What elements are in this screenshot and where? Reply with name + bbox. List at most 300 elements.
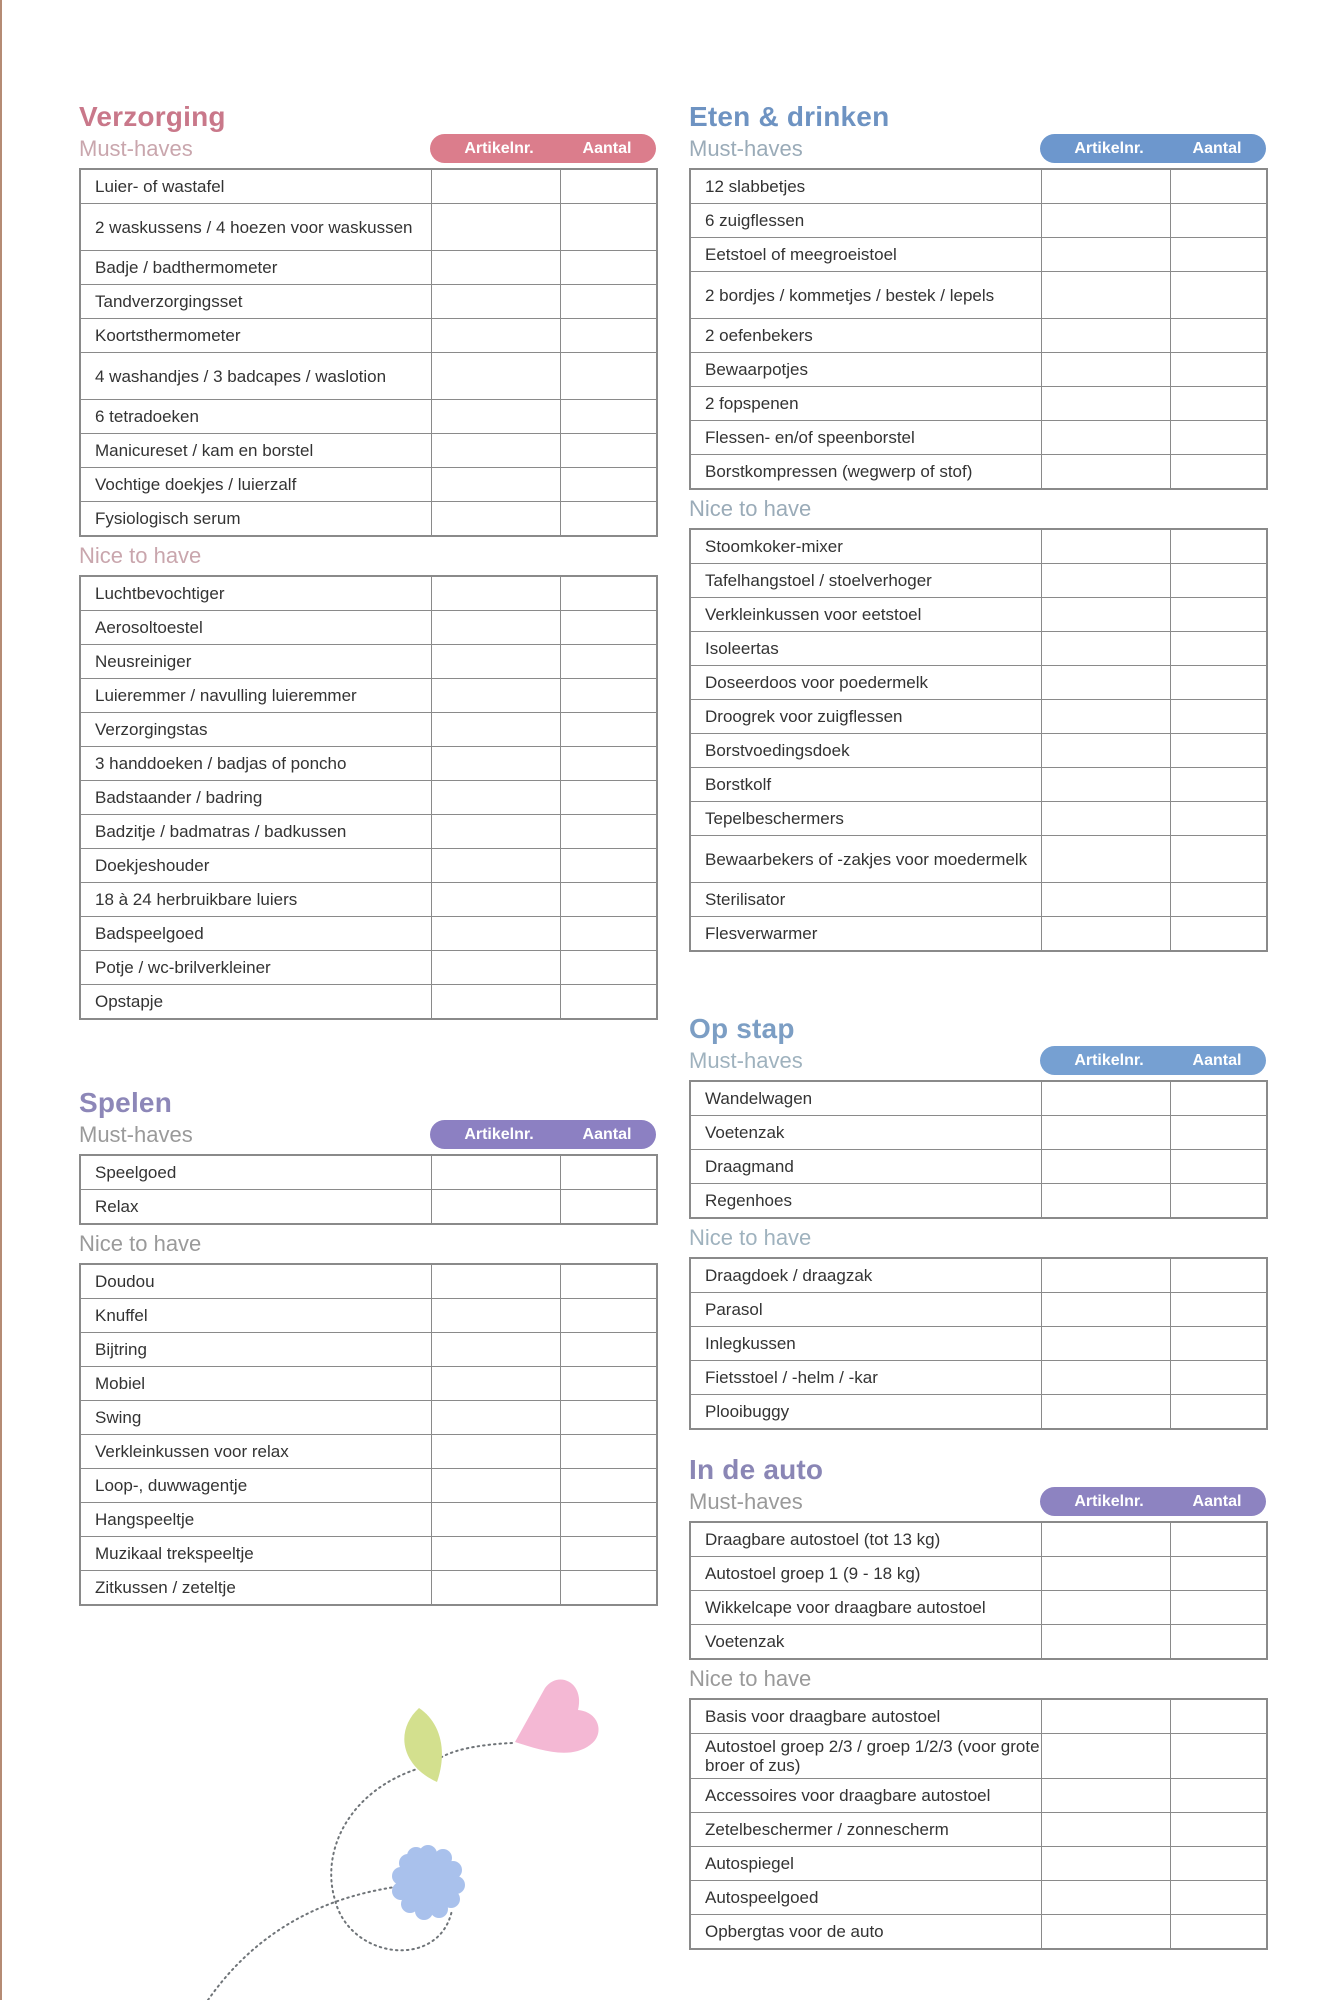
checklist-row bbox=[80, 400, 657, 434]
amount-cell[interactable] bbox=[1170, 1813, 1267, 1847]
checklist-row bbox=[690, 1591, 1267, 1625]
item-name: Voetenzak bbox=[690, 1625, 1041, 1660]
article-number-cell[interactable] bbox=[1041, 353, 1170, 387]
item-name: Doekjeshouder bbox=[80, 849, 431, 883]
article-number-cell[interactable] bbox=[1041, 1522, 1170, 1557]
article-number-cell[interactable] bbox=[1041, 1150, 1170, 1184]
item-name: Neusreiniger bbox=[80, 645, 431, 679]
item-name: 12 slabbetjes bbox=[690, 169, 1041, 204]
item-name: Voetenzak bbox=[690, 1116, 1041, 1150]
amount-cell[interactable] bbox=[1170, 1522, 1267, 1557]
checklist-row bbox=[80, 1571, 657, 1606]
article-number-cell[interactable] bbox=[431, 1333, 560, 1367]
article-number-cell[interactable] bbox=[431, 353, 560, 400]
checklist-row bbox=[80, 1537, 657, 1571]
checklist-row bbox=[690, 700, 1267, 734]
article-number-cell[interactable] bbox=[1041, 1734, 1170, 1779]
checklist-row bbox=[690, 836, 1267, 883]
article-number-cell[interactable] bbox=[431, 747, 560, 781]
checklist-row bbox=[690, 632, 1267, 666]
amount-cell[interactable] bbox=[1170, 802, 1267, 836]
article-number-cell[interactable] bbox=[431, 645, 560, 679]
checklist-row bbox=[80, 1333, 657, 1367]
item-name: Badspeelgoed bbox=[80, 917, 431, 951]
item-name: Luieremmer / navulling luieremmer bbox=[80, 679, 431, 713]
must-haves-table bbox=[689, 1080, 1268, 1219]
nice-to-have-table bbox=[79, 1263, 658, 1606]
amount-cell[interactable] bbox=[560, 1299, 657, 1333]
amount-cell[interactable] bbox=[1170, 1779, 1267, 1813]
column-header-pill bbox=[1040, 1487, 1266, 1516]
checklist-row bbox=[690, 666, 1267, 700]
section-title: Spelen bbox=[79, 1087, 173, 1118]
section-verzorging bbox=[79, 100, 656, 1020]
article-number-cell[interactable] bbox=[1041, 319, 1170, 353]
article-number-cell[interactable] bbox=[431, 1571, 560, 1606]
article-number-cell[interactable] bbox=[1041, 632, 1170, 666]
article-number-cell[interactable] bbox=[431, 319, 560, 353]
article-number-cell[interactable] bbox=[1041, 1881, 1170, 1915]
amount-cell[interactable] bbox=[560, 1190, 657, 1225]
article-number-cell[interactable] bbox=[1041, 169, 1170, 204]
must-haves-header bbox=[689, 1487, 1266, 1517]
amount-cell[interactable] bbox=[560, 883, 657, 917]
item-name: Vochtige doekjes / luierzalf bbox=[80, 468, 431, 502]
checklist-row bbox=[80, 319, 657, 353]
nice-to-have-table bbox=[79, 575, 658, 1020]
article-number-cell[interactable] bbox=[431, 1435, 560, 1469]
amount-cell[interactable] bbox=[560, 1401, 657, 1435]
item-name: Autospeelgoed bbox=[690, 1881, 1041, 1915]
article-number-cell[interactable] bbox=[431, 400, 560, 434]
amount-cell[interactable] bbox=[560, 353, 657, 400]
item-name: Autospiegel bbox=[690, 1847, 1041, 1881]
checklist-row bbox=[690, 529, 1267, 564]
amount-cell[interactable] bbox=[560, 917, 657, 951]
checklist-row bbox=[690, 169, 1267, 204]
amount-cell[interactable] bbox=[1170, 1293, 1267, 1327]
article-number-header: Artikelnr. bbox=[1074, 139, 1144, 157]
item-name: Potje / wc-brilverkleiner bbox=[80, 951, 431, 985]
article-number-cell[interactable] bbox=[1041, 421, 1170, 455]
checklist-row bbox=[80, 1469, 657, 1503]
amount-cell[interactable] bbox=[1170, 1258, 1267, 1293]
article-number-cell[interactable] bbox=[1041, 1625, 1170, 1660]
item-name: Borstkolf bbox=[690, 768, 1041, 802]
item-name: Speelgoed bbox=[80, 1155, 431, 1190]
article-number-cell[interactable] bbox=[431, 611, 560, 645]
amount-cell[interactable] bbox=[1170, 883, 1267, 917]
nice-to-have-table bbox=[689, 1257, 1268, 1430]
checklist-row bbox=[690, 272, 1267, 319]
article-number-cell[interactable] bbox=[1041, 802, 1170, 836]
amount-cell[interactable] bbox=[1170, 836, 1267, 883]
amount-cell[interactable] bbox=[1170, 917, 1267, 952]
amount-cell[interactable] bbox=[1170, 598, 1267, 632]
checklist-row bbox=[690, 1881, 1267, 1915]
amount-cell[interactable] bbox=[1170, 1361, 1267, 1395]
item-name: 4 washandjes / 3 badcapes / waslotion bbox=[80, 353, 431, 400]
checklist-row bbox=[690, 387, 1267, 421]
item-name: Opbergtas voor de auto bbox=[690, 1915, 1041, 1950]
section-op-stap bbox=[689, 1012, 1266, 1430]
checklist-row bbox=[80, 747, 657, 781]
amount-cell[interactable] bbox=[560, 781, 657, 815]
checklist-row bbox=[80, 679, 657, 713]
amount-cell[interactable] bbox=[560, 251, 657, 285]
article-number-cell[interactable] bbox=[1041, 564, 1170, 598]
article-number-cell[interactable] bbox=[431, 1367, 560, 1401]
must-haves-header bbox=[79, 1120, 656, 1150]
checklist-row bbox=[80, 713, 657, 747]
checklist-row bbox=[690, 1293, 1267, 1327]
item-name: Muzikaal trekspeeltje bbox=[80, 1537, 431, 1571]
article-number-cell[interactable] bbox=[431, 468, 560, 502]
item-name: Mobiel bbox=[80, 1367, 431, 1401]
section-title: Op stap bbox=[689, 1013, 795, 1044]
item-name: Stoomkoker-mixer bbox=[690, 529, 1041, 564]
checklist-row bbox=[690, 1327, 1267, 1361]
item-name: Eetstoel of meegroeistoel bbox=[690, 238, 1041, 272]
amount-cell[interactable] bbox=[560, 1503, 657, 1537]
must-haves-label: Must-haves bbox=[79, 1122, 193, 1147]
checklist-row bbox=[690, 1915, 1267, 1950]
checklist-row bbox=[80, 204, 657, 251]
item-name: Draagdoek / draagzak bbox=[690, 1258, 1041, 1293]
heart-icon bbox=[515, 1679, 599, 1752]
amount-cell[interactable] bbox=[560, 815, 657, 849]
amount-cell[interactable] bbox=[560, 679, 657, 713]
checklist-row bbox=[690, 1395, 1267, 1430]
item-name: Isoleertas bbox=[690, 632, 1041, 666]
checklist-row bbox=[80, 251, 657, 285]
checklist-row bbox=[80, 985, 657, 1020]
article-number-cell[interactable] bbox=[1041, 917, 1170, 952]
checklist-row bbox=[690, 1361, 1267, 1395]
item-name: Tepelbeschermers bbox=[690, 802, 1041, 836]
amount-cell[interactable] bbox=[560, 1469, 657, 1503]
amount-cell[interactable] bbox=[1170, 421, 1267, 455]
amount-cell[interactable] bbox=[1170, 1327, 1267, 1361]
amount-cell[interactable] bbox=[560, 204, 657, 251]
article-number-cell[interactable] bbox=[1041, 1361, 1170, 1395]
amount-cell[interactable] bbox=[560, 611, 657, 645]
item-name: Zetelbeschermer / zonnescherm bbox=[690, 1813, 1041, 1847]
amount-cell[interactable] bbox=[1170, 455, 1267, 490]
article-number-cell[interactable] bbox=[431, 169, 560, 204]
item-name: Autostoel groep 2/3 / groep 1/2/3 (voor grote broer of zus) bbox=[690, 1734, 1041, 1779]
amount-cell[interactable] bbox=[1170, 632, 1267, 666]
article-number-header: Artikelnr. bbox=[464, 1125, 534, 1143]
amount-cell[interactable] bbox=[560, 747, 657, 781]
checklist-row bbox=[80, 502, 657, 537]
item-name: Borstkompressen (wegwerp of stof) bbox=[690, 455, 1041, 490]
nice-to-have-label: Nice to have bbox=[689, 1225, 812, 1250]
article-number-cell[interactable] bbox=[1041, 734, 1170, 768]
item-name: Draagmand bbox=[690, 1150, 1041, 1184]
checklist-row bbox=[80, 849, 657, 883]
item-name: 2 bordjes / kommetjes / bestek / lepels bbox=[690, 272, 1041, 319]
checklist-row bbox=[80, 1503, 657, 1537]
must-haves-table bbox=[689, 1521, 1268, 1660]
amount-cell[interactable] bbox=[1170, 1625, 1267, 1660]
article-number-header: Artikelnr. bbox=[464, 139, 534, 157]
checklist-row bbox=[690, 1522, 1267, 1557]
must-haves-header bbox=[689, 1046, 1266, 1076]
amount-cell[interactable] bbox=[560, 849, 657, 883]
item-name: Hangspeeltje bbox=[80, 1503, 431, 1537]
article-number-cell[interactable] bbox=[431, 985, 560, 1020]
column-header-pill bbox=[430, 1120, 656, 1149]
amount-cell[interactable] bbox=[1170, 204, 1267, 238]
amount-cell[interactable] bbox=[1170, 1734, 1267, 1779]
article-number-cell[interactable] bbox=[1041, 1184, 1170, 1219]
nice-to-have-label: Nice to have bbox=[689, 1666, 812, 1691]
amount-cell[interactable] bbox=[1170, 529, 1267, 564]
article-number-cell[interactable] bbox=[431, 1299, 560, 1333]
item-name: Accessoires voor draagbare autostoel bbox=[690, 1779, 1041, 1813]
checklist-row bbox=[690, 455, 1267, 490]
amount-cell[interactable] bbox=[560, 285, 657, 319]
amount-cell[interactable] bbox=[560, 400, 657, 434]
article-number-cell[interactable] bbox=[1041, 598, 1170, 632]
checklist-row bbox=[80, 1299, 657, 1333]
article-number-cell[interactable] bbox=[1041, 1081, 1170, 1116]
amount-cell[interactable] bbox=[1170, 1081, 1267, 1116]
amount-cell[interactable] bbox=[560, 1435, 657, 1469]
amount-cell[interactable] bbox=[1170, 666, 1267, 700]
amount-header: Aantal bbox=[582, 139, 632, 157]
checklist-row bbox=[690, 319, 1267, 353]
amount-cell[interactable] bbox=[560, 1155, 657, 1190]
amount-cell[interactable] bbox=[1170, 1557, 1267, 1591]
must-haves-table bbox=[689, 168, 1268, 490]
item-name: Opstapje bbox=[80, 985, 431, 1020]
article-number-cell[interactable] bbox=[431, 883, 560, 917]
item-name: Droogrek voor zuigflessen bbox=[690, 700, 1041, 734]
checklist-row bbox=[690, 421, 1267, 455]
checklist-row bbox=[690, 1734, 1267, 1779]
article-number-cell[interactable] bbox=[1041, 1847, 1170, 1881]
article-number-header: Artikelnr. bbox=[1074, 1051, 1144, 1069]
checklist-row bbox=[690, 204, 1267, 238]
checklist-row bbox=[690, 353, 1267, 387]
section-in-de-auto bbox=[689, 1453, 1266, 1950]
checklist-row bbox=[80, 576, 657, 611]
amount-cell[interactable] bbox=[560, 576, 657, 611]
amount-cell[interactable] bbox=[1170, 1699, 1267, 1734]
article-number-cell[interactable] bbox=[431, 1503, 560, 1537]
checklist-row bbox=[80, 781, 657, 815]
checklist-row bbox=[690, 564, 1267, 598]
amount-cell[interactable] bbox=[1170, 1847, 1267, 1881]
amount-cell[interactable] bbox=[560, 1537, 657, 1571]
amount-cell[interactable] bbox=[560, 985, 657, 1020]
amount-cell[interactable] bbox=[1170, 319, 1267, 353]
nice-to-have-label: Nice to have bbox=[79, 543, 202, 568]
article-number-cell[interactable] bbox=[1041, 768, 1170, 802]
checklist-row bbox=[80, 353, 657, 400]
amount-cell[interactable] bbox=[1170, 353, 1267, 387]
amount-cell[interactable] bbox=[1170, 734, 1267, 768]
flower-icon bbox=[392, 1845, 465, 1920]
article-number-cell[interactable] bbox=[431, 1537, 560, 1571]
amount-cell[interactable] bbox=[560, 319, 657, 353]
amount-cell[interactable] bbox=[560, 713, 657, 747]
checklist-row bbox=[690, 1258, 1267, 1293]
amount-cell[interactable] bbox=[1170, 169, 1267, 204]
article-number-header: Artikelnr. bbox=[1074, 1492, 1144, 1510]
page-edge-line bbox=[0, 0, 2, 2000]
checklist-row bbox=[80, 1401, 657, 1435]
amount-cell[interactable] bbox=[1170, 564, 1267, 598]
item-name: 18 à 24 herbruikbare luiers bbox=[80, 883, 431, 917]
article-number-cell[interactable] bbox=[1041, 1591, 1170, 1625]
article-number-cell[interactable] bbox=[1041, 387, 1170, 421]
article-number-cell[interactable] bbox=[1041, 666, 1170, 700]
section-title: Verzorging bbox=[79, 101, 226, 132]
article-number-cell[interactable] bbox=[1041, 204, 1170, 238]
amount-cell[interactable] bbox=[1170, 1591, 1267, 1625]
column-header-pill bbox=[1040, 1046, 1266, 1075]
item-name: 2 fopspenen bbox=[690, 387, 1041, 421]
item-name: Borstvoedingsdoek bbox=[690, 734, 1041, 768]
amount-cell[interactable] bbox=[560, 1367, 657, 1401]
amount-cell[interactable] bbox=[560, 951, 657, 985]
article-number-cell[interactable] bbox=[431, 917, 560, 951]
article-number-cell[interactable] bbox=[1041, 529, 1170, 564]
checklist-row bbox=[690, 802, 1267, 836]
item-name: 2 oefenbekers bbox=[690, 319, 1041, 353]
article-number-cell[interactable] bbox=[1041, 1258, 1170, 1293]
article-number-cell[interactable] bbox=[431, 1401, 560, 1435]
checklist-row bbox=[690, 1625, 1267, 1660]
article-number-cell[interactable] bbox=[1041, 1293, 1170, 1327]
article-number-cell[interactable] bbox=[1041, 272, 1170, 319]
amount-cell[interactable] bbox=[1170, 387, 1267, 421]
article-number-cell[interactable] bbox=[431, 285, 560, 319]
amount-cell[interactable] bbox=[560, 1333, 657, 1367]
checklist-row bbox=[80, 951, 657, 985]
article-number-cell[interactable] bbox=[431, 951, 560, 985]
article-number-cell[interactable] bbox=[1041, 1116, 1170, 1150]
amount-cell[interactable] bbox=[560, 468, 657, 502]
checklist-row bbox=[80, 645, 657, 679]
item-name: Zitkussen / zeteltje bbox=[80, 1571, 431, 1606]
item-name: Inlegkussen bbox=[690, 1327, 1041, 1361]
checklist-row bbox=[80, 883, 657, 917]
amount-cell[interactable] bbox=[560, 502, 657, 537]
item-name: Fysiologisch serum bbox=[80, 502, 431, 537]
article-number-cell[interactable] bbox=[431, 713, 560, 747]
item-name: Bewaarpotjes bbox=[690, 353, 1041, 387]
section-eten-drinken bbox=[689, 100, 1266, 952]
article-number-cell[interactable] bbox=[431, 679, 560, 713]
nice-to-have-table bbox=[689, 1698, 1268, 1950]
amount-cell[interactable] bbox=[1170, 1395, 1267, 1430]
article-number-cell[interactable] bbox=[431, 1190, 560, 1225]
article-number-cell[interactable] bbox=[431, 204, 560, 251]
item-name: 6 tetradoeken bbox=[80, 400, 431, 434]
item-name: Badstaander / badring bbox=[80, 781, 431, 815]
amount-cell[interactable] bbox=[560, 434, 657, 468]
article-number-cell[interactable] bbox=[1041, 700, 1170, 734]
checklist-row bbox=[80, 611, 657, 645]
article-number-cell[interactable] bbox=[1041, 1699, 1170, 1734]
amount-cell[interactable] bbox=[1170, 768, 1267, 802]
item-name: 2 waskussens / 4 hoezen voor waskussen bbox=[80, 204, 431, 251]
amount-cell[interactable] bbox=[1170, 1150, 1267, 1184]
checklist-row bbox=[690, 1081, 1267, 1116]
article-number-cell[interactable] bbox=[1041, 1327, 1170, 1361]
amount-header: Aantal bbox=[582, 1125, 632, 1143]
nice-to-have-label: Nice to have bbox=[689, 496, 812, 521]
article-number-cell[interactable] bbox=[1041, 883, 1170, 917]
item-name: Tafelhangstoel / stoelverhoger bbox=[690, 564, 1041, 598]
article-number-cell[interactable] bbox=[431, 502, 560, 537]
article-number-cell[interactable] bbox=[1041, 238, 1170, 272]
must-haves-label: Must-haves bbox=[79, 136, 193, 161]
checklist-row bbox=[690, 1813, 1267, 1847]
article-number-cell[interactable] bbox=[1041, 1395, 1170, 1430]
amount-cell[interactable] bbox=[560, 1571, 657, 1606]
article-number-cell[interactable] bbox=[1041, 1557, 1170, 1591]
article-number-cell[interactable] bbox=[1041, 836, 1170, 883]
amount-cell[interactable] bbox=[560, 169, 657, 204]
amount-cell[interactable] bbox=[1170, 1184, 1267, 1219]
amount-cell[interactable] bbox=[1170, 1915, 1267, 1950]
checklist-row bbox=[80, 169, 657, 204]
amount-cell[interactable] bbox=[1170, 238, 1267, 272]
item-name: Luier- of wastafel bbox=[80, 169, 431, 204]
item-name: Wandelwagen bbox=[690, 1081, 1041, 1116]
decorative-illustration bbox=[190, 1660, 620, 2000]
article-number-cell[interactable] bbox=[431, 849, 560, 883]
item-name: Koortsthermometer bbox=[80, 319, 431, 353]
checklist-row bbox=[690, 883, 1267, 917]
article-number-cell[interactable] bbox=[431, 1469, 560, 1503]
article-number-cell[interactable] bbox=[431, 576, 560, 611]
checklist-row bbox=[690, 1699, 1267, 1734]
item-name: Badzitje / badmatras / badkussen bbox=[80, 815, 431, 849]
item-name: Regenhoes bbox=[690, 1184, 1041, 1219]
article-number-cell[interactable] bbox=[431, 1264, 560, 1299]
article-number-cell[interactable] bbox=[1041, 1915, 1170, 1950]
article-number-cell[interactable] bbox=[431, 815, 560, 849]
article-number-cell[interactable] bbox=[1041, 1779, 1170, 1813]
article-number-cell[interactable] bbox=[431, 251, 560, 285]
amount-cell[interactable] bbox=[1170, 272, 1267, 319]
amount-cell[interactable] bbox=[1170, 700, 1267, 734]
item-name: Knuffel bbox=[80, 1299, 431, 1333]
article-number-cell[interactable] bbox=[431, 434, 560, 468]
amount-cell[interactable] bbox=[560, 645, 657, 679]
item-name: Flesverwarmer bbox=[690, 917, 1041, 952]
checklist-row bbox=[80, 1190, 657, 1225]
article-number-cell[interactable] bbox=[1041, 455, 1170, 490]
must-haves-label: Must-haves bbox=[689, 1489, 803, 1514]
checklist-row bbox=[690, 768, 1267, 802]
article-number-cell[interactable] bbox=[431, 1155, 560, 1190]
article-number-cell[interactable] bbox=[1041, 1813, 1170, 1847]
item-name: Luchtbevochtiger bbox=[80, 576, 431, 611]
amount-cell[interactable] bbox=[560, 1264, 657, 1299]
amount-cell[interactable] bbox=[1170, 1881, 1267, 1915]
must-haves-label: Must-haves bbox=[689, 1048, 803, 1073]
amount-cell[interactable] bbox=[1170, 1116, 1267, 1150]
checklist-row bbox=[80, 468, 657, 502]
article-number-cell[interactable] bbox=[431, 781, 560, 815]
